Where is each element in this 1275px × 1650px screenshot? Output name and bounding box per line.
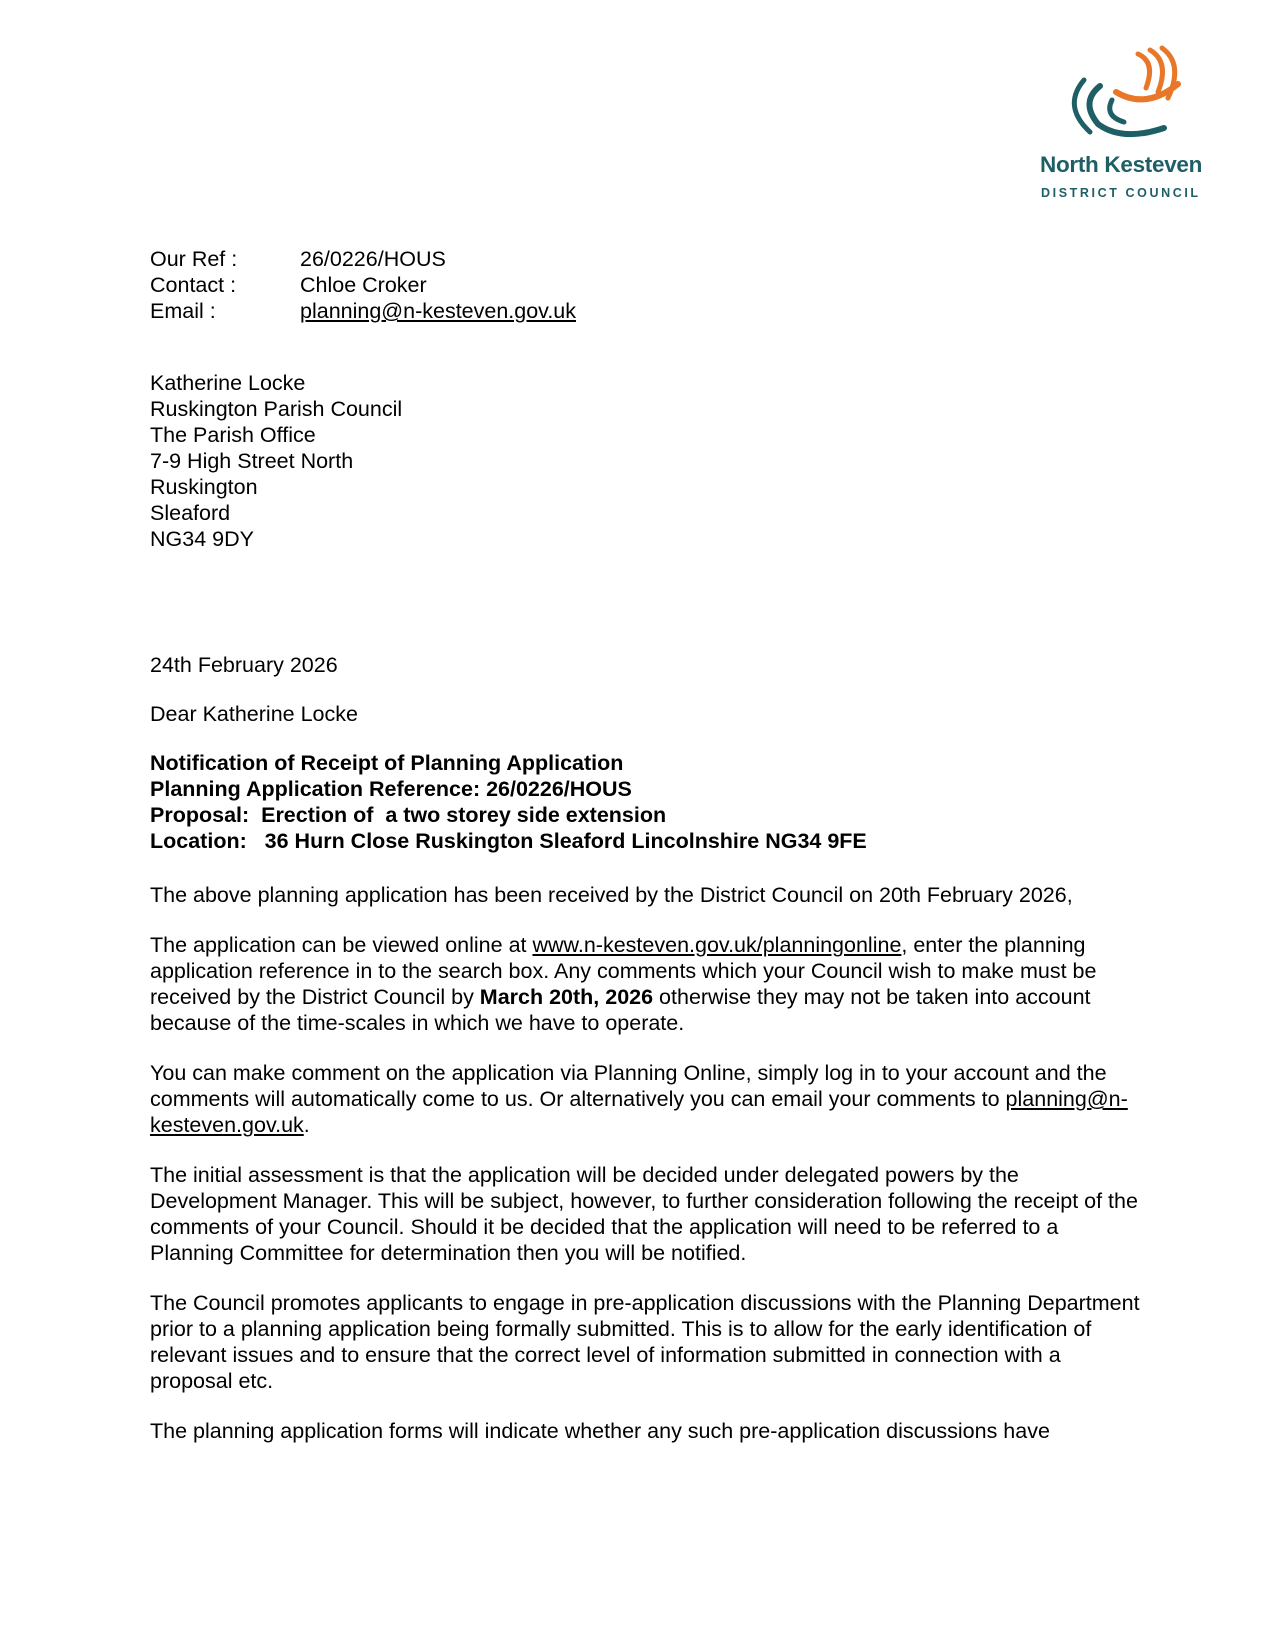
paragraph-forms: The planning application forms will indicate whether any such pre-application discussions have <box>150 1419 1050 1443</box>
salutation: Dear Katherine Locke <box>150 702 358 726</box>
ref-value: 26/0226/HOUS <box>300 247 446 271</box>
recipient-address <box>150 370 402 552</box>
heading-title: Notification of Receipt of Planning Application <box>150 751 624 775</box>
address-line: Ruskington <box>150 475 258 499</box>
contact-label: Contact : <box>150 273 237 297</box>
heading-reference: Planning Application Reference: 26/0226/HOUS <box>150 777 632 801</box>
ref-label: Our Ref : <box>150 247 238 271</box>
paragraph-assessment: The initial assessment is that the application will be decided under delegated powers by the Development Manager. This will be subject, however, to further consideration following the receipt of the comments of your Council. Should it be decided that the application will need to be referred to a Planning Committee for determination then you will be notified. <box>150 1163 1138 1265</box>
email-label: Email : <box>150 299 216 323</box>
email-link[interactable]: planning@n-kesteven.gov.uk <box>150 1087 1128 1137</box>
paragraph-received: The above planning application has been received by the District Council on 20th February 2026, <box>150 883 1073 907</box>
address-line: Ruskington Parish Council <box>150 397 403 421</box>
ref-row-contact <box>150 272 576 298</box>
address-line: NG34 9DY <box>150 527 254 551</box>
heading-location: Location: 36 Hurn Close Ruskington Sleaford Lincolnshire NG34 9FE <box>150 829 867 853</box>
paragraph-comment <box>150 1060 1140 1138</box>
text: The application can be viewed online at <box>150 933 533 957</box>
contact-value: Chloe Croker <box>300 273 427 297</box>
address-line: 7-9 High Street North <box>150 449 354 473</box>
text: You can make comment on the application via Planning Online, simply log in to your account and the comments will automatically come to us. Or alternatively you can email your comments to <box>150 1061 1107 1111</box>
text: . <box>303 1113 310 1137</box>
swirl-logo-icon <box>1060 40 1190 145</box>
address-line: The Parish Office <box>150 423 316 447</box>
logo-name: North Kesteven <box>1040 152 1203 177</box>
letter-date: 24th February 2026 <box>150 653 338 677</box>
planning-online-link[interactable]: www.n-kesteven.gov.uk/planningonline <box>532 933 902 957</box>
deadline-date: March 20th, 2026 <box>479 985 654 1009</box>
address-line: Katherine Locke <box>150 371 306 395</box>
email-link[interactable]: planning@n-kesteven.gov.uk <box>300 299 577 323</box>
paragraph-view-online <box>150 932 1140 1036</box>
reference-block <box>150 246 576 324</box>
council-logo <box>1040 40 1230 200</box>
text: otherwise they may not be taken into account because of the time-scales in which we have to operate. <box>150 985 1091 1035</box>
logo-subtitle: DISTRICT COUNCIL <box>1041 186 1201 200</box>
heading-proposal: Proposal: Erection of a two storey side extension <box>150 803 667 827</box>
letter-body <box>150 882 1140 1468</box>
ref-row-email <box>150 298 576 324</box>
text: , enter the planning application reference in to the search box. Any comments which your Council wish to make must be received by the District Council by <box>150 933 1097 1009</box>
ref-row-our-ref <box>150 246 576 272</box>
address-line: Sleaford <box>150 501 231 525</box>
paragraph-pre-application: The Council promotes applicants to engage in pre-application discussions with the Planning Department prior to a planning application being formally submitted. This is to allow for the early identification of relevant issues and to ensure that the correct level of information submitted in connection with a proposal etc. <box>150 1291 1140 1393</box>
notification-heading <box>150 750 867 854</box>
